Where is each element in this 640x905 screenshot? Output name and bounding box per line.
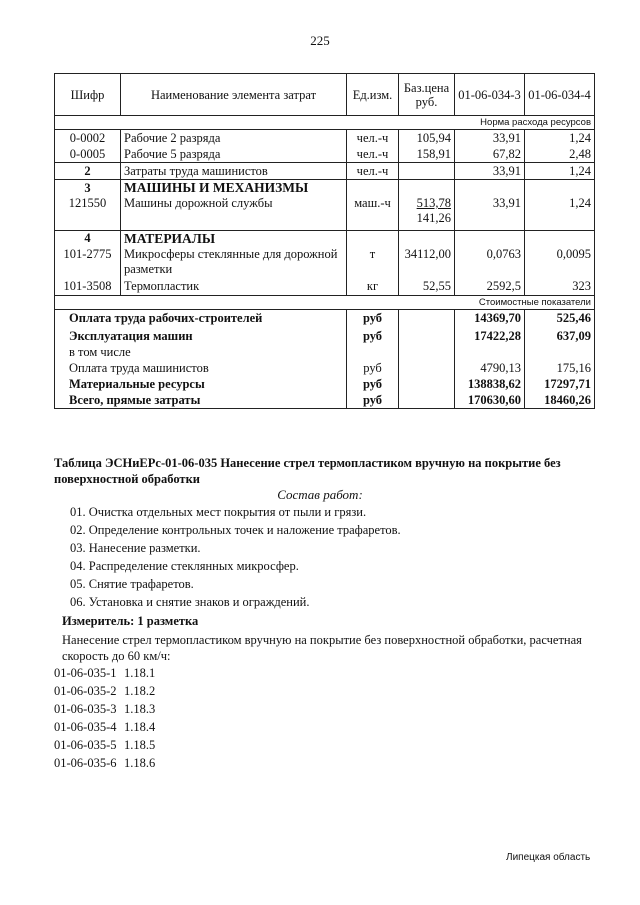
row-section-title: МАШИНЫ И МЕХАНИЗМЫ	[121, 180, 347, 197]
summary-value-b: 18460,26	[525, 392, 595, 409]
summary-name: Материальные ресурсы	[55, 376, 347, 392]
table-row	[55, 180, 595, 197]
row-value-a: 33,91	[455, 163, 525, 180]
summary-row	[55, 392, 595, 409]
header-unit: Ед.изм.	[347, 74, 399, 116]
footer-region: Липецкая область	[506, 852, 591, 863]
row-value-a: 2592,5	[455, 279, 525, 296]
code-line	[54, 720, 155, 735]
summary-row	[55, 309, 595, 328]
code-number: 01-06-035-1	[54, 666, 117, 680]
row-name: Микросферы стеклянные для дорожной разметки	[121, 247, 347, 279]
work-item: 02. Определение контрольных точек и наложение трафаретов.	[70, 523, 401, 537]
code-line	[54, 702, 155, 717]
summary-name: Оплата труда машинистов	[55, 360, 347, 376]
row-unit: чел.-ч	[347, 146, 399, 163]
row-name: Затраты труда машинистов	[121, 163, 347, 180]
cost-label-row	[55, 295, 595, 309]
row-value-b: 0,0095	[525, 247, 595, 279]
row-code: 2	[55, 163, 121, 180]
row-value-b: 1,24	[525, 196, 595, 230]
table-row	[55, 146, 595, 163]
summary-value-a: 17422,28	[455, 328, 525, 344]
code-line	[54, 738, 155, 753]
header-name: Наименование элемента затрат	[121, 74, 347, 116]
table-row	[55, 230, 595, 247]
code-ref: 1.18.5	[124, 738, 156, 752]
row-value-a: 0,0763	[455, 247, 525, 279]
row-price: 105,94	[399, 130, 455, 147]
row-value-b: 323	[525, 279, 595, 296]
code-number: 01-06-035-2	[54, 684, 117, 698]
row-value-b: 1,24	[525, 130, 595, 147]
row-name: Рабочие 5 разряда	[121, 146, 347, 163]
cost-table	[54, 73, 595, 409]
summary-value-a: 14369,70	[455, 309, 525, 328]
code-line	[54, 666, 155, 681]
code-ref: 1.18.4	[124, 720, 156, 734]
summary-unit: руб	[347, 376, 399, 392]
summary-unit: руб	[347, 360, 399, 376]
row-price: 34112,00	[399, 247, 455, 279]
row-name: Рабочие 2 разряда	[121, 130, 347, 147]
row-unit: чел.-ч	[347, 163, 399, 180]
code-ref: 1.18.6	[124, 756, 156, 770]
row-value-a: 67,82	[455, 146, 525, 163]
section-heading: Таблица ЭСНиЕРс-01-06-035 Нанесение стрел термопластиком вручную на покрытие без поверхностной обработки	[54, 456, 561, 486]
summary-row	[55, 376, 595, 392]
row-unit: чел.-ч	[347, 130, 399, 147]
row-value-a: 33,91	[455, 196, 525, 230]
summary-value-a: 170630,60	[455, 392, 525, 409]
summary-value-b: 637,09	[525, 328, 595, 344]
norm-label-row	[55, 116, 595, 130]
table-row	[55, 279, 595, 296]
summary-row	[55, 360, 595, 376]
summary-value-a: 138838,62	[455, 376, 525, 392]
row-code: 0-0002	[55, 130, 121, 147]
code-line	[54, 756, 155, 771]
summary-row	[55, 328, 595, 344]
summary-value-b: 525,46	[525, 309, 595, 328]
row-price: 52,55	[399, 279, 455, 296]
row-value-b: 1,24	[525, 163, 595, 180]
table-header-row	[55, 74, 595, 116]
summary-value-b: 17297,71	[525, 376, 595, 392]
row-value-a: 33,91	[455, 130, 525, 147]
cost-label: Стоимостные показатели	[55, 295, 595, 309]
header-code: Шифр	[55, 74, 121, 116]
table-row	[55, 247, 595, 279]
row-name: Машины дорожной службы	[121, 196, 347, 230]
work-item: 05. Снятие трафаретов.	[70, 577, 194, 591]
page-number: 225	[310, 33, 330, 48]
summary-unit: руб	[347, 309, 399, 328]
row-code: 0-0005	[55, 146, 121, 163]
section-description: Нанесение стрел термопластиком вручную на покрытие без поверхностной обработки, расчетная скорость до 60 км/ч:	[62, 633, 582, 663]
summary-unit: руб	[347, 392, 399, 409]
row-price-cell	[399, 196, 455, 230]
summary-name: Эксплуатация машин	[55, 328, 347, 344]
code-line	[54, 684, 155, 699]
header-col-b: 01-06-034-4	[525, 74, 595, 116]
row-price	[399, 163, 455, 180]
table-row	[55, 130, 595, 147]
row-value-b: 2,48	[525, 146, 595, 163]
row-unit: т	[347, 247, 399, 279]
row-price: 158,91	[399, 146, 455, 163]
summary-name: в том числе	[55, 344, 347, 360]
row-code: 4	[55, 230, 121, 247]
row-code: 121550	[55, 196, 121, 230]
code-number: 01-06-035-5	[54, 738, 117, 752]
code-ref: 1.18.2	[124, 684, 156, 698]
row-code: 3	[55, 180, 121, 197]
work-composition-title: Состав работ:	[277, 487, 363, 502]
table-row	[55, 163, 595, 180]
code-number: 01-06-035-3	[54, 702, 117, 716]
header-base-price: Баз.цена руб.	[399, 74, 455, 116]
code-number: 01-06-035-4	[54, 720, 117, 734]
work-item: 06. Установка и снятие знаков и ограждений.	[70, 595, 310, 609]
summary-value-a: 4790,13	[455, 360, 525, 376]
row-code: 101-2775	[55, 247, 121, 279]
row-section-title: МАТЕРИАЛЫ	[121, 230, 347, 247]
code-number: 01-06-035-6	[54, 756, 117, 770]
row-price: 513,78	[416, 196, 451, 210]
row-code: 101-3508	[55, 279, 121, 296]
summary-value-b: 175,16	[525, 360, 595, 376]
table-row	[55, 196, 595, 230]
work-item: 03. Нанесение разметки.	[70, 541, 201, 555]
work-item: 01. Очистка отдельных мест покрытия от пыли и грязи.	[70, 505, 367, 519]
row-unit: маш.-ч	[347, 196, 399, 230]
summary-name: Всего, прямые затраты	[55, 392, 347, 409]
code-ref: 1.18.3	[124, 702, 156, 716]
header-col-a: 01-06-034-3	[455, 74, 525, 116]
row-unit: кг	[347, 279, 399, 296]
summary-unit: руб	[347, 328, 399, 344]
code-ref: 1.18.1	[124, 666, 156, 680]
row-price-secondary: 141,26	[416, 211, 451, 225]
work-item: 04. Распределение стеклянных микросфер.	[70, 559, 299, 573]
row-name: Термопластик	[121, 279, 347, 296]
norm-label: Норма расхода ресурсов	[55, 116, 595, 130]
summary-name: Оплата труда рабочих-строителей	[55, 309, 347, 328]
meter-label: Измеритель: 1 разметка	[62, 614, 199, 628]
summary-row	[55, 344, 595, 360]
